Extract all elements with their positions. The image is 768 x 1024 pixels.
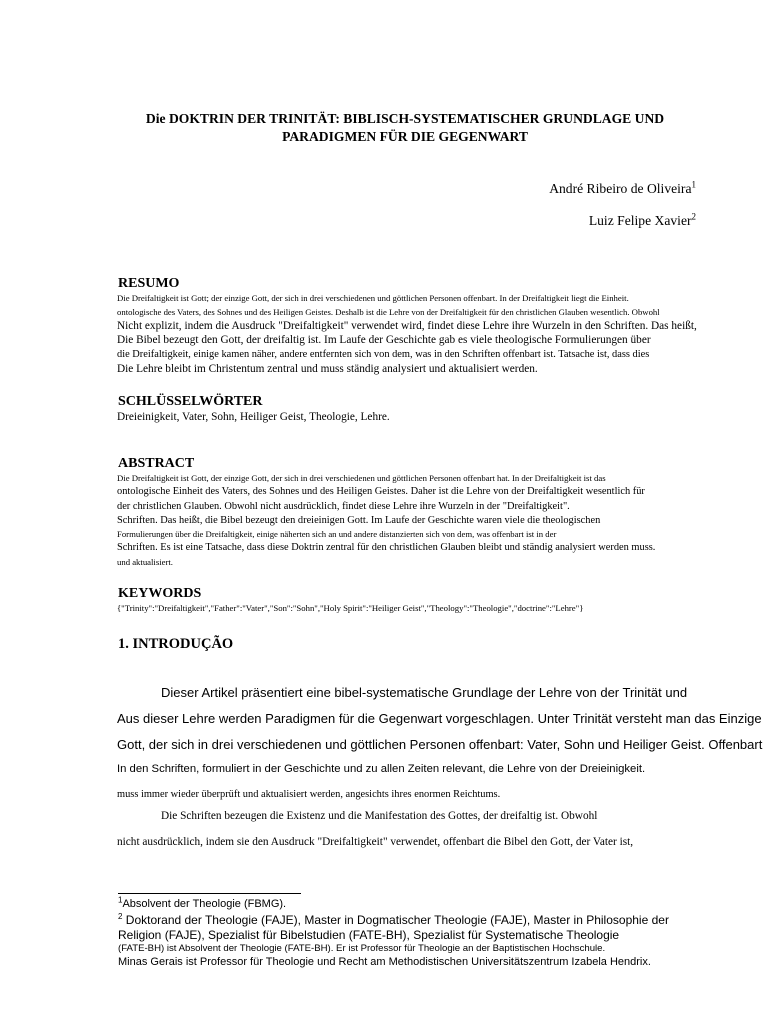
intro-line: Dieser Artikel präsentiert eine bibel-systematische Grundlage der Lehre von der Trinität und [161, 685, 688, 700]
abstract-heading: ABSTRACT [118, 456, 195, 471]
abstract-line: Formulierungen über die Dreifaltigkeit, einige näherten sich an und andere distanzierten sich von dem, was offenbart ist in der [117, 529, 557, 539]
footnote-2-line: Minas Gerais ist Professor für Theologie und Recht am Methodistischen Universitätszentrum Izabela Hendrix. [118, 956, 651, 968]
footnote-2-line: Religion (FAJE), Spezialist für Bibelstudien (FATE-BH), Spezialist für Systematische Theologie [118, 928, 620, 942]
resumo-line: die Dreifaltigkeit, einige kamen näher, andere entfernten sich von dem, was in den Schriften offenbart ist. Tatsache ist, dass dies [117, 349, 650, 360]
footnote-mark[interactable]: 1 [691, 179, 696, 190]
footnote-2-line: (FATE-BH) ist Absolvent der Theologie (FATE-BH). Er ist Professor für Theologie an der Baptistischen Hochschule. [118, 943, 606, 954]
resumo-line: Nicht explizit, indem die Ausdruck "Dreifaltigkeit" verwendet wird, findet diese Lehre ihre Wurzeln in den Schriften. Das heißt, [117, 320, 697, 332]
footnote-text: Doktorand der Theologie (FAJE), Master in Dogmatischer Theologie (FAJE), Master in Philosophie der [125, 913, 669, 927]
intro-line: In den Schriften, formuliert in der Geschichte und zu allen Zeiten relevant, die Lehre von der Dreieinigkeit. [117, 763, 646, 775]
abstract-line: und aktualisiert. [117, 557, 173, 567]
intro-line: Aus dieser Lehre werden Paradigmen für die Gegenwart vorgeschlagen. Unter Trinität versteht man das Einzige [117, 711, 762, 726]
footnote-separator [118, 893, 301, 894]
intro-line: Gott, der sich in drei verschiedenen und göttlichen Personen offenbart: Vater, Sohn und Heiliger Geist. Offenbart [117, 737, 763, 752]
footnote-1 [118, 895, 287, 910]
keywords-heading: KEYWORDS [118, 586, 202, 601]
title-line-2: PARADIGMEN FÜR DIE GEGENWART [282, 129, 528, 144]
abstract-line: ontologische Einheit des Vaters, des Sohnes und des Heiligen Geistes. Daher ist die Lehre von der Dreifaltigkeit wesentlich für [117, 486, 645, 497]
abstract-line: Schriften. Es ist eine Tatsache, dass diese Doktrin zentral für den christlichen Glauben bleibt und ständig analysiert werden muss. [117, 542, 656, 553]
introduction-heading: 1. INTRODUÇÃO [118, 636, 234, 652]
intro-line: nicht ausdrücklich, indem sie den Ausdruck "Dreifaltigkeit" verwendet, offenbart die Bibel den Gott, der Vater ist, [117, 836, 634, 848]
footnote-text: Absolvent der Theologie (FBMG). [122, 898, 287, 910]
resumo-line: Die Lehre bleibt im Christentum zentral und muss ständig analysiert und aktualisiert werden. [117, 363, 538, 375]
abstract-line: der christlichen Glauben. Obwohl nicht ausdrücklich, findet diese Lehre ihre Wurzeln in der "Dreifaltigkeit". [117, 501, 570, 512]
intro-line: muss immer wieder überprüft und aktualisiert werden, angesichts ihres enormen Reichtums. [117, 789, 501, 800]
footnote-mark: 2 [118, 912, 123, 921]
footnote-mark: 1 [118, 895, 123, 905]
schluesselwoerter-heading: SCHLÜSSELWÖRTER [118, 394, 263, 409]
author-name: Luiz Felipe Xavier [588, 213, 692, 228]
footnote-mark[interactable]: 2 [691, 211, 696, 222]
resumo-line: ontologische des Vaters, des Sohnes und des Heiligen Geistes. Deshalb ist die Lehre von der Dreifaltigkeit für den christlichen Glauben wesentlich. Obwohl [117, 307, 660, 317]
resumo-heading: RESUMO [118, 276, 180, 291]
author-2 [589, 213, 696, 229]
intro-line: Die Schriften bezeugen die Existenz und die Manifestation des Gottes, der dreifaltig ist. Obwohl [161, 810, 598, 822]
footnote-2 [118, 913, 669, 927]
author-1 [549, 181, 696, 197]
keywords-text: {"Trinity":"Dreifaltigkeit","Father":"Vater","Son":"Sohn","Holy Spirit":"Heiliger Geist","Theology":"Theologie","doctrine":"Lehre"} [117, 603, 584, 613]
paper-title [100, 110, 710, 146]
schluesselwoerter-text: Dreieinigkeit, Vater, Sohn, Heiliger Geist, Theologie, Lehre. [117, 411, 390, 423]
resumo-line: Die Dreifaltigkeit ist Gott; der einzige Gott, der sich in drei verschiedenen und göttlichen Personen offenbart. In der Dreifaltigkeit liegt die Einheit. [117, 293, 629, 303]
abstract-line: Die Dreifaltigkeit ist Gott, der einzige Gott, der sich in drei verschiedenen und göttlichen Personen offenbart hat. In der Dreifaltigkeit ist das [117, 473, 606, 483]
resumo-line: Die Bibel bezeugt den Gott, der dreifaltig ist. Im Laufe der Geschichte gab es viele theologische Formulierungen über [117, 334, 651, 346]
author-name: André Ribeiro de Oliveira [549, 181, 692, 196]
abstract-line: Schriften. Das heißt, die Bibel bezeugt den dreieinigen Gott. Im Laufe der Geschichte waren viele die theologischen [117, 515, 601, 526]
title-line-1: Die DOKTRIN DER TRINITÄT: BIBLISCH-SYSTEMATISCHER GRUNDLAGE UND [145, 111, 665, 126]
